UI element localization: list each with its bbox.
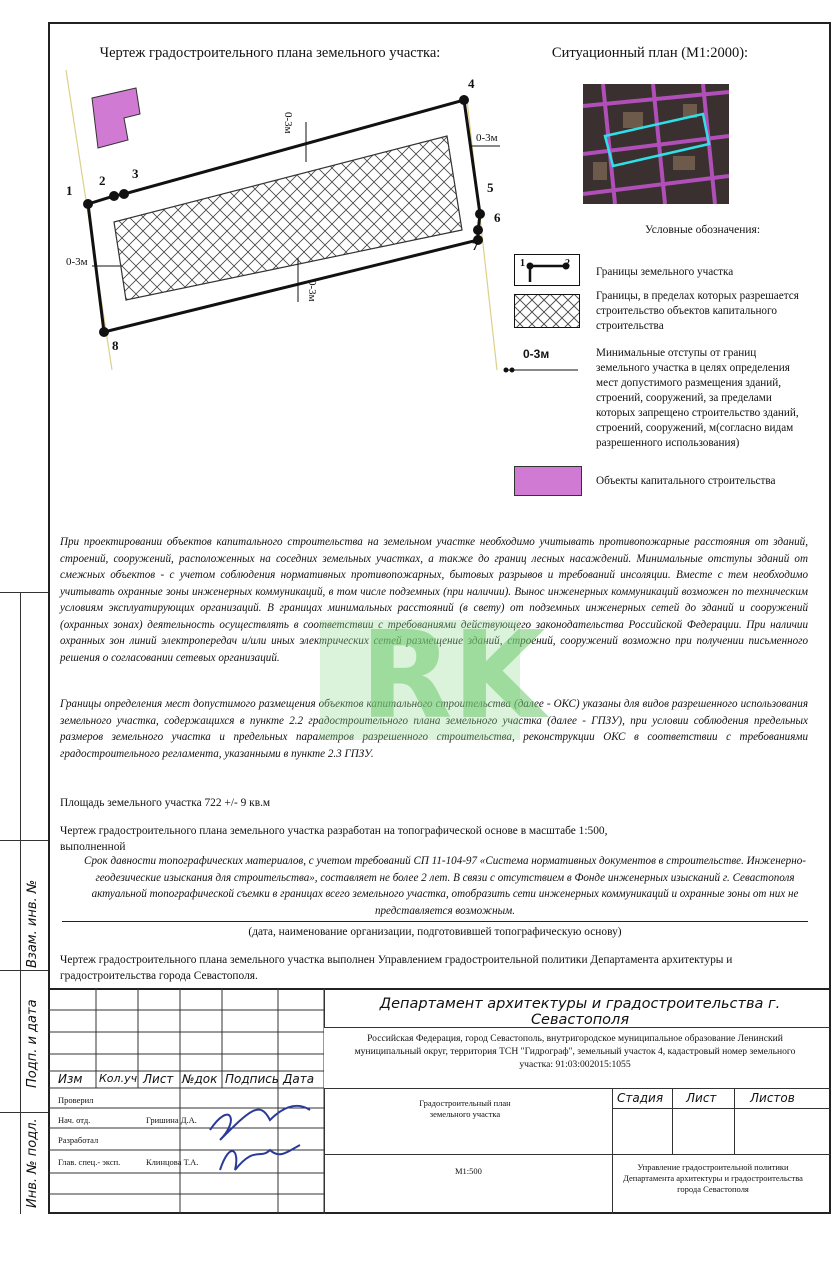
stamp-role-head: Нач. отд. — [58, 1115, 91, 1125]
legend-object-swatch — [514, 466, 582, 496]
topo-line-1: Чертеж градостроительного плана земельного участка разработан на топографической основе в масштабе 1:500, — [60, 825, 608, 837]
watermark — [320, 607, 546, 746]
stamp-header-ndok: №док — [182, 1072, 218, 1086]
legend-build-zone-symbol — [514, 294, 580, 328]
point-4-label: 4 — [468, 76, 475, 91]
side-strip — [0, 592, 48, 1214]
capital-object — [92, 88, 140, 148]
side-line — [0, 1112, 48, 1113]
legend-build-zone-label: Границы, в пределах которых разрешается строительство объектов капитального строительства — [596, 290, 799, 332]
point-7-label: 7 — [472, 238, 479, 253]
stamp-name-expert: Клинцова Т.А. — [146, 1157, 199, 1167]
point-3-label: 3 — [132, 166, 139, 181]
performer-note: Чертеж градостроительного плана земельного участка выполнен Управлением градостроительной политики Департамента архитектуры и градостроительства города Севастополя. — [60, 954, 733, 982]
point-8-label: 8 — [112, 338, 119, 353]
stamp-org-divider — [612, 1154, 831, 1155]
legend-boundary-label: Границы земельного участка — [596, 266, 734, 278]
side-line — [0, 592, 48, 593]
legend-offset-arrow — [500, 364, 580, 376]
topo-italic: Срок давности топографических материалов, с учетом требований СП 11-104-97 «Система нормативных документов в строительстве. Инженерно-геодезические изыскания для строительства», составляет не более 2 лет. В связи с отсутствием в Фонде инженерных изысканий г. Севастополя актуальной топографической съемки в границах всего земельного участка, отобразить сети инженерных коммуникаций и охранные зоны от них не представляется возможным. — [84, 855, 806, 917]
stamp-header-koluch: Кол.уч — [99, 1072, 138, 1085]
legend-heading: Условные обозначения: — [645, 224, 761, 236]
stamp-department: Департамент архитектуры и градостроительства г. Севастополя — [379, 996, 781, 1028]
signatures — [200, 1090, 320, 1180]
stamp-org: Управление градостроительной политики Департамента архитектуры и градостроительства города Севастополя — [623, 1162, 803, 1194]
point-5-label: 5 — [487, 180, 494, 195]
legend-offset-symbol-text: 0-3м — [523, 347, 550, 361]
legend-offset-label: Минимальные отступы от границ земельного участка в целях определения мест допустимого размещения зданий, строений, сооружений, за пределами которых запрещено строительство зданий, строений, сооружений, м(согласно видам разрешенного использования) — [596, 347, 799, 449]
stamp-stage-divider — [612, 1108, 831, 1109]
offset-label-left: 0-3м — [66, 256, 88, 268]
side-label-inv-zam: Взам. инв. № — [25, 879, 40, 968]
side-divider — [20, 592, 21, 1214]
legend-point-1: 1 — [520, 258, 525, 269]
stamp-scale: М1:500 — [455, 1166, 482, 1176]
stamp-header-list: Лист — [143, 1072, 174, 1086]
stamp-role-developed: Разработал — [58, 1135, 99, 1145]
stamp-right-block — [612, 1088, 831, 1214]
legend-point-2: 2 — [565, 258, 570, 269]
build-zone — [114, 136, 462, 300]
point-2-label: 2 — [99, 173, 106, 188]
point-6-label: 6 — [494, 210, 501, 225]
offset-label-bottom: 0-3м — [306, 280, 318, 302]
situation-map — [583, 84, 729, 204]
offset-label-right: 0-3м — [476, 132, 498, 144]
stamp-scale-divider — [324, 1154, 612, 1155]
offset-label-top: 0-3м — [282, 112, 294, 134]
side-label-podp-data: Подп. и дата — [25, 999, 40, 1088]
stamp-header-data: Дата — [283, 1072, 315, 1086]
topo-caption: (дата, наименование организации, подготовившей топографическую основу) — [248, 926, 622, 938]
stamp-stage-col2 — [734, 1088, 735, 1154]
drawing-title: Чертеж градостроительного плана земельного участка: — [99, 45, 441, 61]
stamp-sheet-header: Лист — [686, 1091, 717, 1105]
stamp-name-head: Гришина Д.А. — [146, 1115, 197, 1125]
stamp-sheets-header: Листов — [750, 1091, 795, 1105]
side-line — [0, 840, 48, 841]
topo-line-2: выполненной — [60, 841, 126, 853]
stamp-role-expert: Глав. спец.- эксп. — [58, 1157, 121, 1167]
point-1-label: 1 — [66, 183, 73, 198]
notes-paragraph-2: Границы определения мест допустимого размещения объектов капитального строительства (далее - ОКС) указаны для видов разрешенного использования земельного участка, содержащихся в пункте 2.2 градостроительного плана земельного участка (далее - ГПЗУ), при условии соблюдения предельных размеров земельного участка и предельных параметров разрешенного строительства, реконструкции ОКС в соответствии с требованиями градостроительного регламента, указанными в пункте 2.3 ГПЗУ. — [60, 698, 808, 760]
notes-paragraph-1: При проектировании объектов капитального строительства на земельном участке необходимо учитывать противопожарные расстояния от зданий, строений, сооружений, расположенных на соседних земельных участках, а также до границ лесных насаждений. Минимальные отступы зданий от смежных объектов - с учетом соблюдения нормативных противопожарных, бытовых разрывов и требований инсоляции. Вместе с тем необходимо учитывать охранные зоны инженерных коммуникаций, в том числе подземных (при наличии). Вынос инженерных коммуникаций возможен по техническим условиям эксплуатирующих организаций. В границах минимальных расстояний (в свету) от подземных инженерных сетей до зданий и сооружений (охранных зонах) деятельность осуществлять в соответствии с требованиями действующего законодательства Российской Федерации. При наличии охранных зон линий электропередач и/или иных электрических сетей размещение зданий, строений, сооружений возможно при получении письменного решения о согласовании сетевых организаций. — [60, 536, 808, 664]
watermark-letters: RK — [360, 607, 546, 746]
topo-divider — [62, 921, 808, 922]
legend-objects-label: Объекты капитального строительства — [596, 475, 776, 487]
stamp-address: Российская Федерация, город Севастополь, внутригородское муниципальное образование Ленинский муниципальный округ, территория ТСН "Гидрограф", земельный участок 4, кадастровый номер земельного участка: 91:03:002015:1055 — [354, 1033, 796, 1070]
stamp-stage-header: Стадия — [617, 1091, 664, 1105]
side-line — [0, 970, 48, 971]
stamp-header-izm: Изм — [58, 1072, 83, 1086]
stamp-doc-name: Градостроительный план земельного участка — [419, 1098, 511, 1119]
situation-title: Ситуационный план (М1:2000): — [551, 45, 749, 61]
parcel-area: Площадь земельного участка 722 +/- 9 кв.м — [60, 797, 271, 809]
stamp-stage-col1 — [672, 1088, 673, 1154]
stamp-role-checked: Проверил — [58, 1095, 94, 1105]
stamp-header-podpis: Подпись — [225, 1072, 279, 1086]
side-label-inv-podl: Инв. № подл. — [25, 1118, 40, 1208]
